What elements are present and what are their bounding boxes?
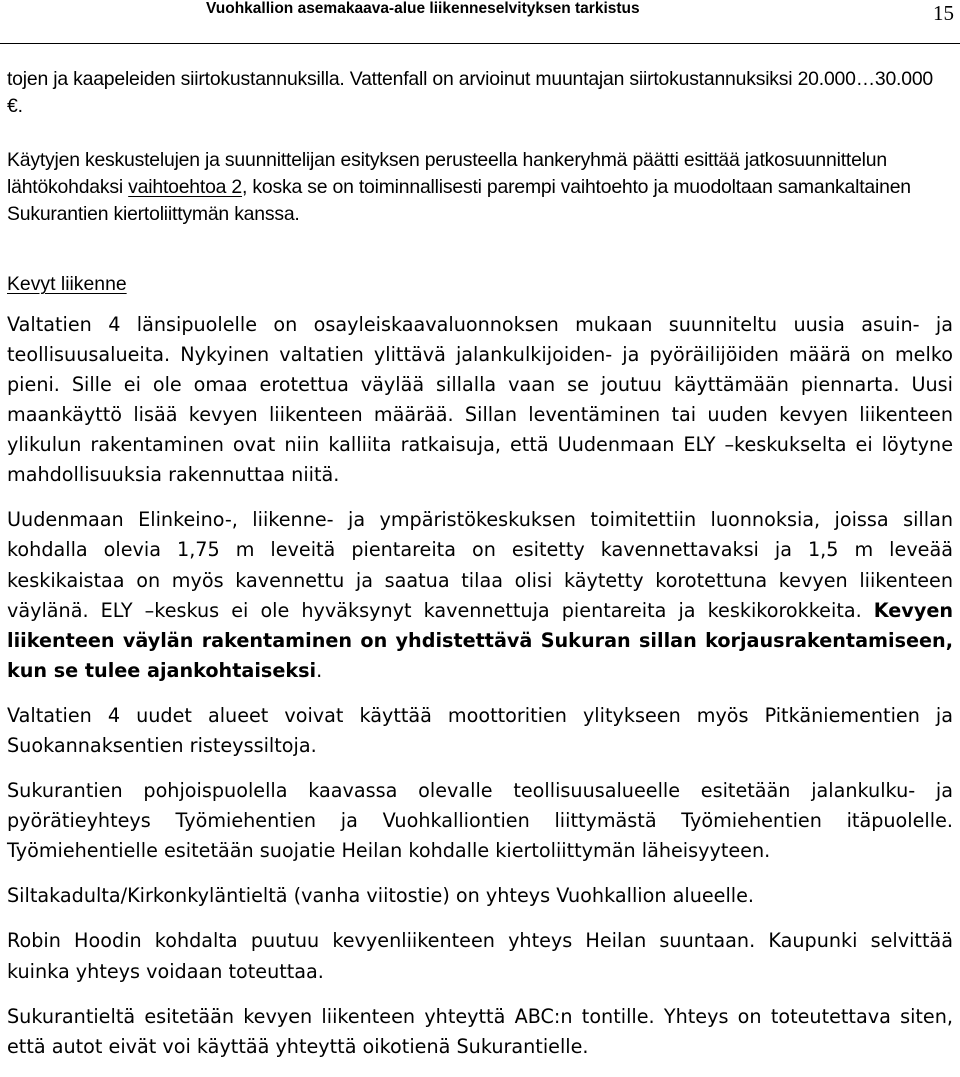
page-number: 15 [933,1,954,25]
paragraph-cost-estimate: tojen ja kaapeleiden siirtokustannuksilla. Vattenfall on arvioinut muuntajan siirtokustannuksiksi 20.000…30.000 €. [7,68,933,118]
paragraph-text: Käytyjen keskustelujen ja suunnittelijan esityksen perusteella hankeryhmä päätti esittää jatkosuunnittelun lähtökohdaksi [7,148,887,198]
paragraph-abc-connection: Sukurantieltä esitetään kevyen liikenteen yhteyttä ABC:n tontille. Yhteys on toteutettava siten, että autot eivät voi käyttää yhteyttä oikotienä Sukurantielle. [7,1004,953,1058]
document-title: Vuohkallion asemakaava-alue liikenneselvityksen tarkistus [206,0,640,17]
paragraph-old-highway: Siltakadulta/Kirkonkyläntieltä (vanha viitostie) on yhteys Vuohkallion alueelle. [7,884,755,908]
section-heading-light-traffic: Kevyt liikenne [7,273,127,296]
paragraph-bridge-crossings: Valtatien 4 uudet alueet voivat käyttää moottoritien ylitykseen myös Pitkäniementien ja Suokannaksentien risteyssiltoja. [7,703,953,757]
paragraph-pedestrian-connection: Sukurantien pohjoispuolella kaavassa olevalle teollisuusalueelle esitetään jalankulku- ja pyörätieyhteys Työmiehentien ja Vuohkalliontien liittymästä Työmiehentien itäpuolelle. Työmiehentielle esitetään suojatie Heilan kohdalle kiertoliittymän läheisyyteen. [7,779,953,863]
paragraph-ely-drafts [7,505,953,686]
paragraph-text: . [316,658,323,682]
paragraph-robin-hood: Robin Hoodin kohdalta puutuu kevyenliikenteen yhteys Heilan suuntaan. Kaupunki selvittää kuinka yhteys voidaan toteuttaa. [7,929,953,983]
paragraph-text: , koska se on toiminnallisesti parempi vaihtoehto ja muodoltaan samankaltainen Sukurantien kiertoliittymän kanssa. [7,175,911,226]
document-body [7,66,953,1077]
page-header [0,0,960,44]
paragraph-text: Uudenmaan Elinkeino-, liikenne- ja ympäristökeskuksen toimitettiin luonnoksia, joissa sillan kohdalla olevia 1,75 m leveitä pientareita on esitetty kavennettavaksi ja 1,5 m leveää keskikaistaa on myös kavennettu ja saatua tilaa olisi käytetty korotettuna kevyen liikenteen väylänä. ELY –keskus ei ole hyväksynyt kavennettuja pientareita ja keskikorokkeita. [7,508,953,622]
bold-conclusion: Kevyen liikenteen väylän rakentaminen on yhdistettävä Sukuran sillan korjausrakentamiseen, kun se tulee ajankohtaiseksi [7,598,953,682]
paragraph-west-side-areas: Valtatien 4 länsipuolelle on osayleiskaavaluonnoksen mukaan suunniteltu uusia asuin- ja teollisuusalueita. Nykyinen valtatien ylittävä jalankulkijoiden- ja pyöräilijöiden määrä on melko pieni. Sille ei ole omaa erotettua väylää sillalla vaan se joutuu käyttämään piennarta. Uusi maankäyttö lisää kevyen liikenteen määrää. Sillan leventäminen tai uuden kevyen liikenteen ylikulun rakentaminen ovat niin kalliita ratkaisuja, että Uudenmaan ELY –keskukselta ei löytyne mahdollisuuksia rakennuttaa niitä. [7,312,953,487]
alternative-2-reference: vaihtoehtoa 2 [128,175,243,198]
paragraph-alternative-decision [7,147,953,229]
